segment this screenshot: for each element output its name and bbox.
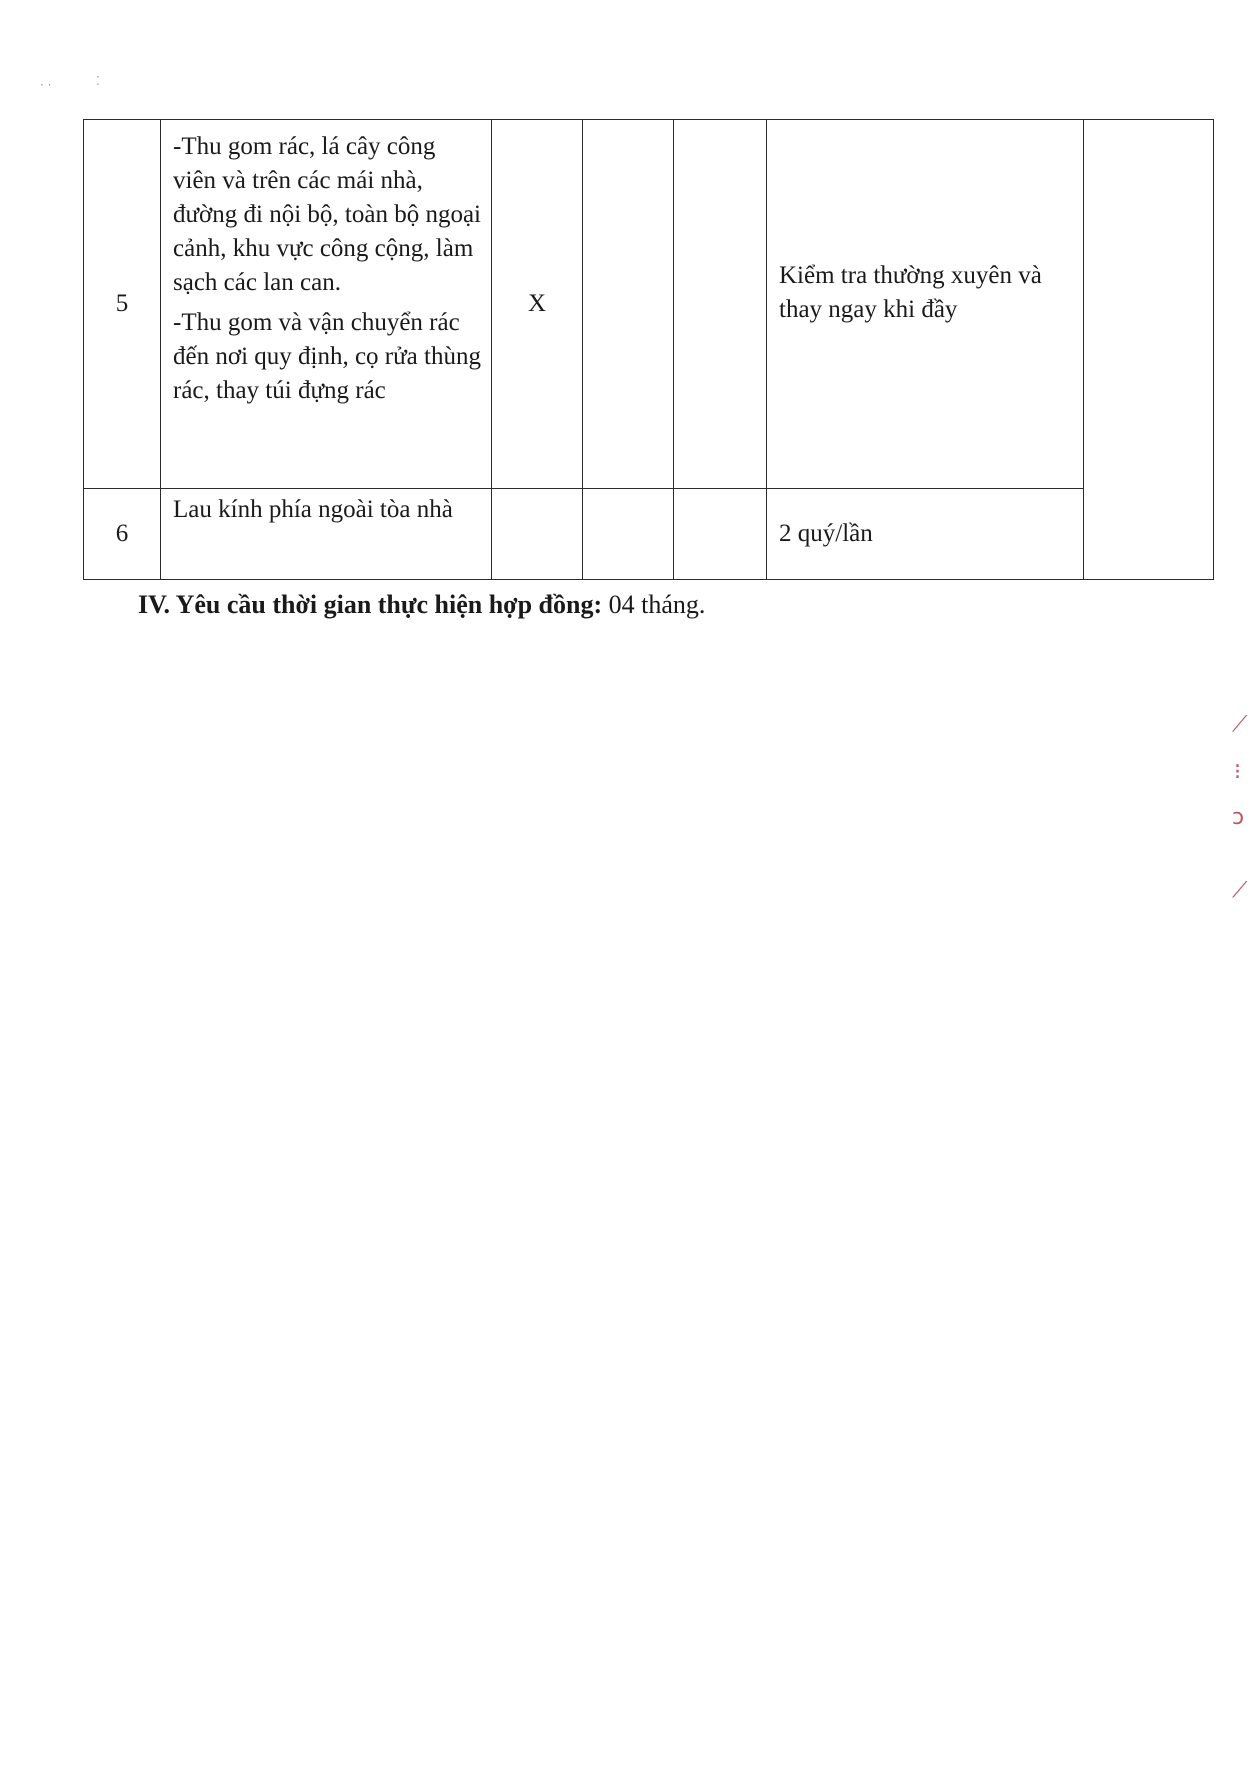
frequency-cell	[767, 120, 1084, 489]
task-description-part-1: Lau kính phía ngoài tòa nhà	[173, 496, 453, 523]
empty-cell	[583, 489, 674, 580]
task-description	[161, 120, 492, 489]
contract-duration-line	[138, 588, 705, 622]
frequency-text: 2 quý/lần	[779, 520, 873, 547]
empty-cell	[583, 120, 674, 489]
note-cell	[1084, 120, 1214, 580]
work-items-table	[83, 119, 1214, 580]
row-number: 6	[84, 489, 161, 580]
scan-speck: · ·	[40, 78, 52, 92]
scan-speck: ⁚	[96, 74, 100, 88]
seal-fragment-icon: ⟋	[1232, 878, 1248, 903]
seal-fragment-icon: ↄ	[1232, 805, 1245, 830]
task-description-part-2: -Thu gom và vận chuyển rác đến nơi quy định, cọ rửa thùng rác, thay túi đựng rác	[173, 309, 481, 404]
row-number: 5	[84, 120, 161, 489]
seal-fragment-icon: ⁝	[1234, 760, 1241, 785]
task-description	[161, 489, 492, 580]
section-value: 04 tháng.	[602, 590, 706, 619]
table-row	[84, 120, 1214, 489]
task-description-part-1: -Thu gom rác, lá cây công viên và trên các mái nhà, đường đi nội bộ, toàn bộ ngoại cảnh, khu vực công cộng, làm sạch các lan can.	[173, 133, 481, 296]
check-mark-cell: X	[492, 120, 583, 489]
frequency-text: Kiểm tra thường xuyên và thay ngay khi đầy	[779, 262, 1042, 323]
section-heading: IV. Yêu cầu thời gian thực hiện hợp đồng:	[138, 590, 603, 619]
check-mark-cell	[492, 489, 583, 580]
seal-fragment-icon: ⟋	[1232, 712, 1248, 737]
frequency-cell	[767, 489, 1084, 580]
empty-cell	[674, 489, 767, 580]
empty-cell	[674, 120, 767, 489]
table-row	[84, 489, 1214, 580]
